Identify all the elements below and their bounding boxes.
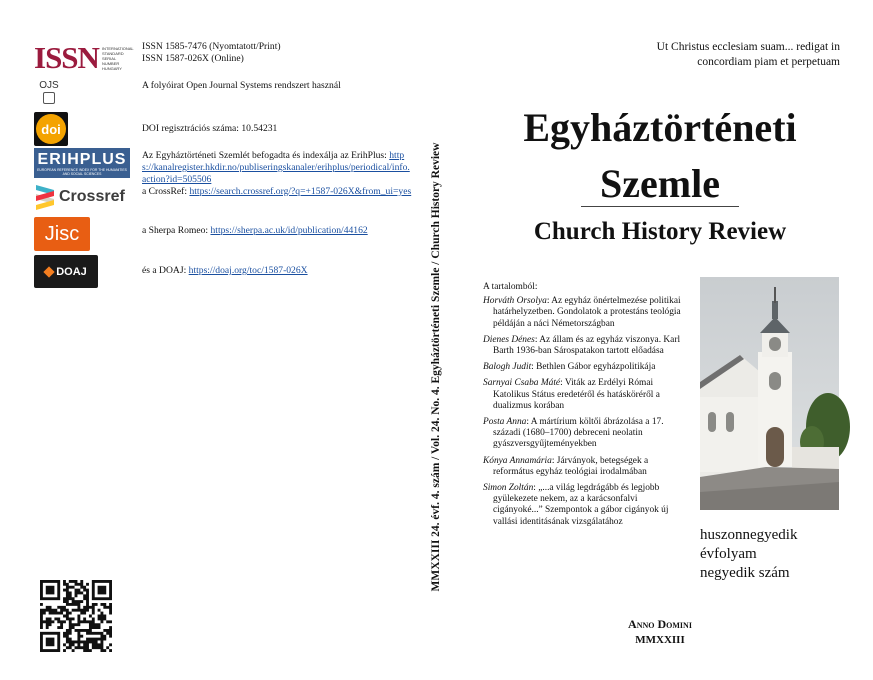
issn-info [142,41,281,65]
issn-logo-text: ISSN [34,40,99,75]
qr-finder [92,580,112,600]
ojs-logo [34,80,64,104]
doi-logo-text: doi [41,121,61,137]
motto-line-1: Ut Christus ecclesiam suam... redigat in [656,41,840,53]
motto-line-2: concordiam piam et perpetuam [697,56,840,68]
erihplus-logo [34,148,130,178]
title-line-1: Egyháztörténeti [523,105,797,150]
doaj-text: és a DOAJ: [142,265,187,276]
toc-title: : Bethlen Gábor egyházpolitikája [531,362,656,373]
toc-item [483,378,683,412]
jisc-logo-text: Jisc [44,222,80,245]
doaj-mark-icon [44,266,55,277]
anno-line-2: MMXXIII [635,634,685,646]
spine [428,82,444,652]
toc-author: Horváth Orsolya [483,296,547,307]
doi-logo [34,112,68,146]
toc-author: Kónya Annamária [483,455,552,466]
doaj-logo [34,255,98,288]
erihplus-logo-text: ERIHPLUS [37,150,127,168]
jisc-info [142,225,368,237]
jisc-text: a Sherpa Romeo: [142,225,209,236]
toc-author: Sarnyai Csaba Máté [483,378,561,389]
church-photo [700,277,839,510]
toc-item [483,362,683,373]
volume-line-2: évfolyam [700,546,757,562]
toc-item [483,483,683,528]
issn-online: ISSN 1587-026X (Online) [142,53,244,64]
issn-logo-sub: INTERNATIONAL STANDARD SERIAL NUMBER HUNGARY [101,45,134,71]
crossref-mark-icon [34,182,56,212]
crossref-info [142,186,414,198]
toc-item [483,296,683,330]
title-divider [581,206,739,207]
erihplus-info [142,150,414,186]
motto [600,40,840,70]
crossref-logo-text: Crossref [59,188,125,205]
erihplus-text: Az Egyháztörténeti Szemlét befogadta és indexálja az ErihPlus: [142,150,387,161]
issn-print: ISSN 1585-7476 (Nyomtatott/Print) [142,41,281,52]
volume-line-3: negyedik szám [700,565,790,581]
doaj-logo-text: DOAJ [56,265,87,278]
toc-title: : Az egyház önértelmezése politikai határhelyzetben. Gondolatok a protestáns teológia példáján a náci Németországban [493,296,681,329]
title-line-2: Szemle [600,161,720,206]
ojs-logo-text: OJS [39,79,59,91]
qr-finder [40,580,60,600]
toc-item [483,335,683,357]
toc-title: : Járványok, betegségek a református egyház teológiai irodalmában [493,455,649,477]
toc-author: Simon Zoltán [483,483,534,494]
crossref-link[interactable]: https://search.crossref.org/?q=+1587-026X&from_ui=yes [189,186,412,197]
spine-text: MMXXIII 24. évf. 4. szám / Vol. 24. No. 4. Egyháztörténeti Szemle / Church History Review [430,142,442,592]
journal-subtitle: Church History Review [533,218,787,245]
doaj-link[interactable]: https://doaj.org/toc/1587-026X [188,265,308,276]
issn-logo [34,40,134,76]
toc-item [483,417,683,451]
toc [483,282,683,533]
anno-domini [560,616,760,648]
volume-info [700,526,797,583]
journal-title [480,100,840,212]
ojs-book-icon [43,92,55,104]
erihplus-logo-sub: EUROPEAN REFERENCE INDEX FOR THE HUMANITIES AND SOCIAL SCIENCES [37,167,127,176]
toc-heading: A tartalomból: [483,282,538,292]
toc-title: : „...a világ legdrágább és legjobb gyülekezete nekem, az a karácsonfalvi cigányoké...” Szempontok a gábor cigányok új vallási identitásának vizsgálatához [493,483,669,527]
toc-title: : Viták az Erdélyi Római Katolikus Státus eredetéről és hatásköréről a dualizmus korában [493,378,660,411]
toc-author: Dienes Dénes [483,334,535,345]
toc-item [483,456,683,478]
ojs-text: A folyóirat Open Journal Systems rendszert használ [142,80,341,91]
jisc-logo [34,217,90,251]
qr-code [40,580,112,652]
crossref-logo [34,180,132,214]
toc-title: : A mártírium költői ábrázolása a 17. századi (1680–1700) debreceni neolatin gyászversgyűjteményekben [493,417,664,450]
toc-author: Balogh Judit [483,362,532,373]
qr-finder [40,632,60,652]
toc-title: : Az állam és az egyház viszonya. Karl Barth 1936-ban Sárospatakon tartott előadása [493,334,681,357]
toc-author: Posta Anna [483,417,527,428]
anno-line-1: Anno Domini [628,617,692,631]
erihplus-link[interactable]: https://kanalregister.hkdir.no/publiseringskanaler/erihplus/periodical/info.action?id=505506 [142,150,410,185]
doi-text: DOI regisztrációs száma: 10.54231 [142,123,278,134]
jisc-link[interactable]: https://sherpa.ac.uk/id/publication/44162 [210,225,368,236]
crossref-text: a CrossRef: [142,186,188,197]
doaj-info [142,265,308,277]
volume-line-1: huszonnegyedik [700,527,798,543]
